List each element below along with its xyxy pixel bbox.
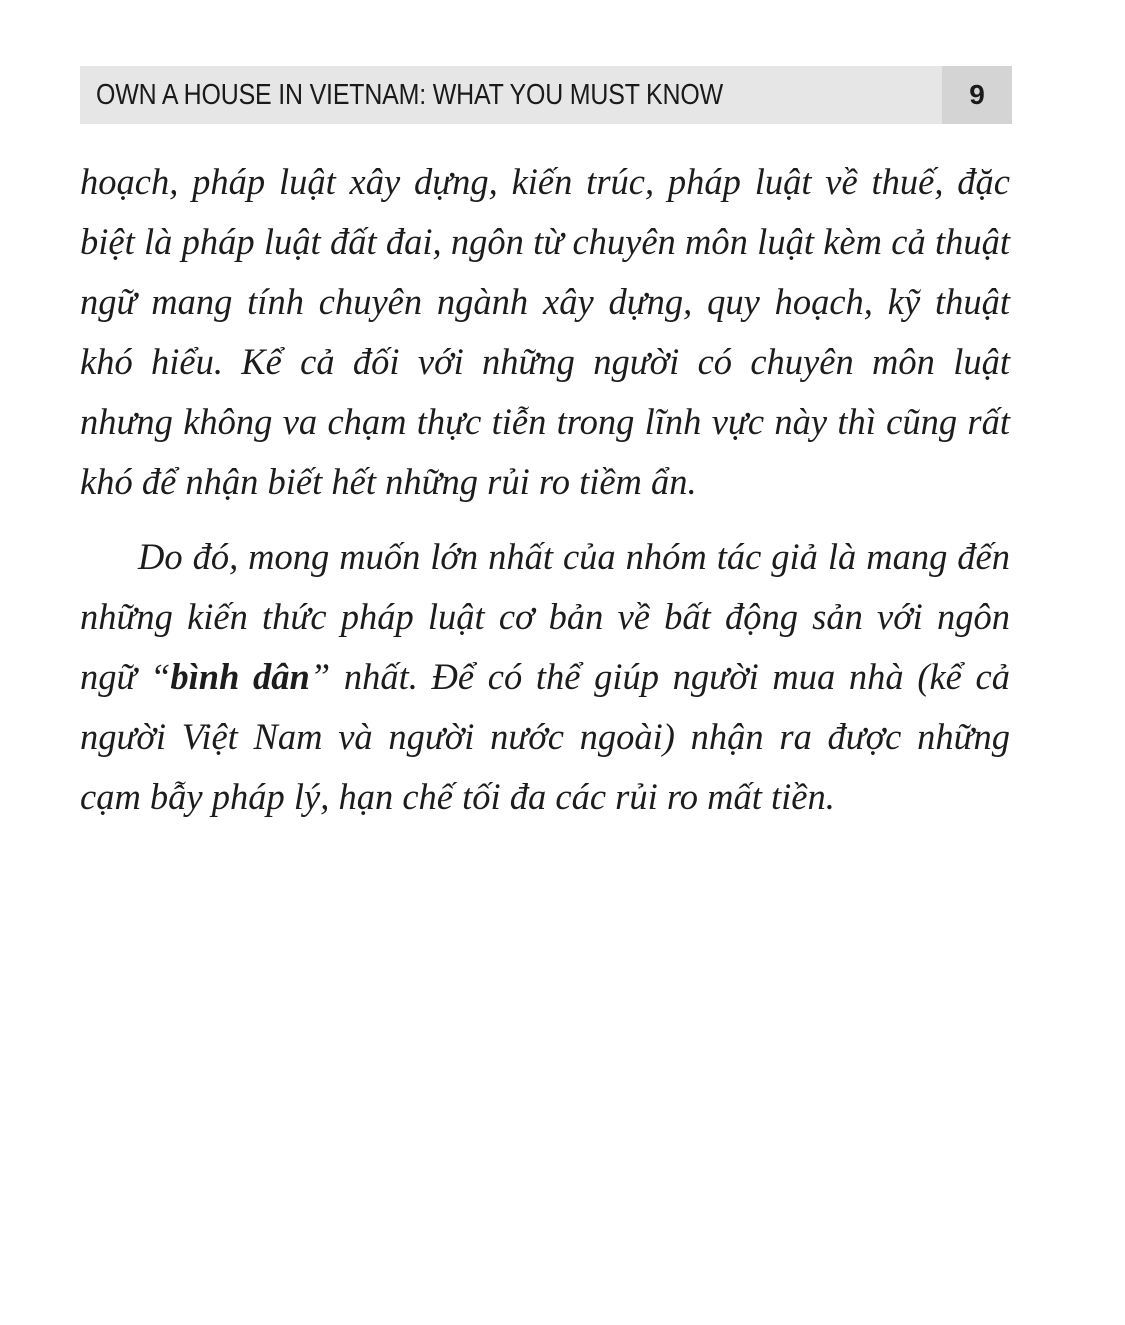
paragraph-conclusion-part-2: ” nhất. Để có thể giúp người mua nhà (kể cả người Việt Nam và người nước ngoài) nhận ra được những cạm bẫy pháp lý, hạn chế tối đa các rủi ro mất tiền. <box>80 656 1011 817</box>
emphasized-term: bình dân <box>170 656 310 697</box>
header-title-bar <box>80 66 942 124</box>
paragraph-conclusion-part-1: Do đó, mong muốn lớn nhất của nhóm tác giả là mang đến những kiến thức pháp luật cơ bản về bất động sản với ngôn ngữ “ <box>80 536 1010 697</box>
paragraph-continued: hoạch, pháp luật xây dựng, kiến trúc, pháp luật về thuế, đặc biệt là pháp luật đất đai, ngôn từ chuyên môn luật kèm cả thuật ngữ mang tính chuyên ngành xây dựng, quy hoạch, kỹ thuật khó hiểu. Kể cả đối với những người có chuyên môn luật nhưng không va chạm thực tiễn trong lĩnh vực này thì cũng rất khó để nhận biết hết những rủi ro tiềm ẩn. <box>80 161 1010 502</box>
body-text <box>80 152 1010 827</box>
page-number: 9 <box>969 79 985 110</box>
paragraph-conclusion <box>80 527 1010 827</box>
running-header <box>80 66 1012 124</box>
page-number-box <box>942 66 1012 124</box>
running-header-title: OWN A HOUSE IN VIETNAM: WHAT YOU MUST KNOW <box>96 78 723 111</box>
